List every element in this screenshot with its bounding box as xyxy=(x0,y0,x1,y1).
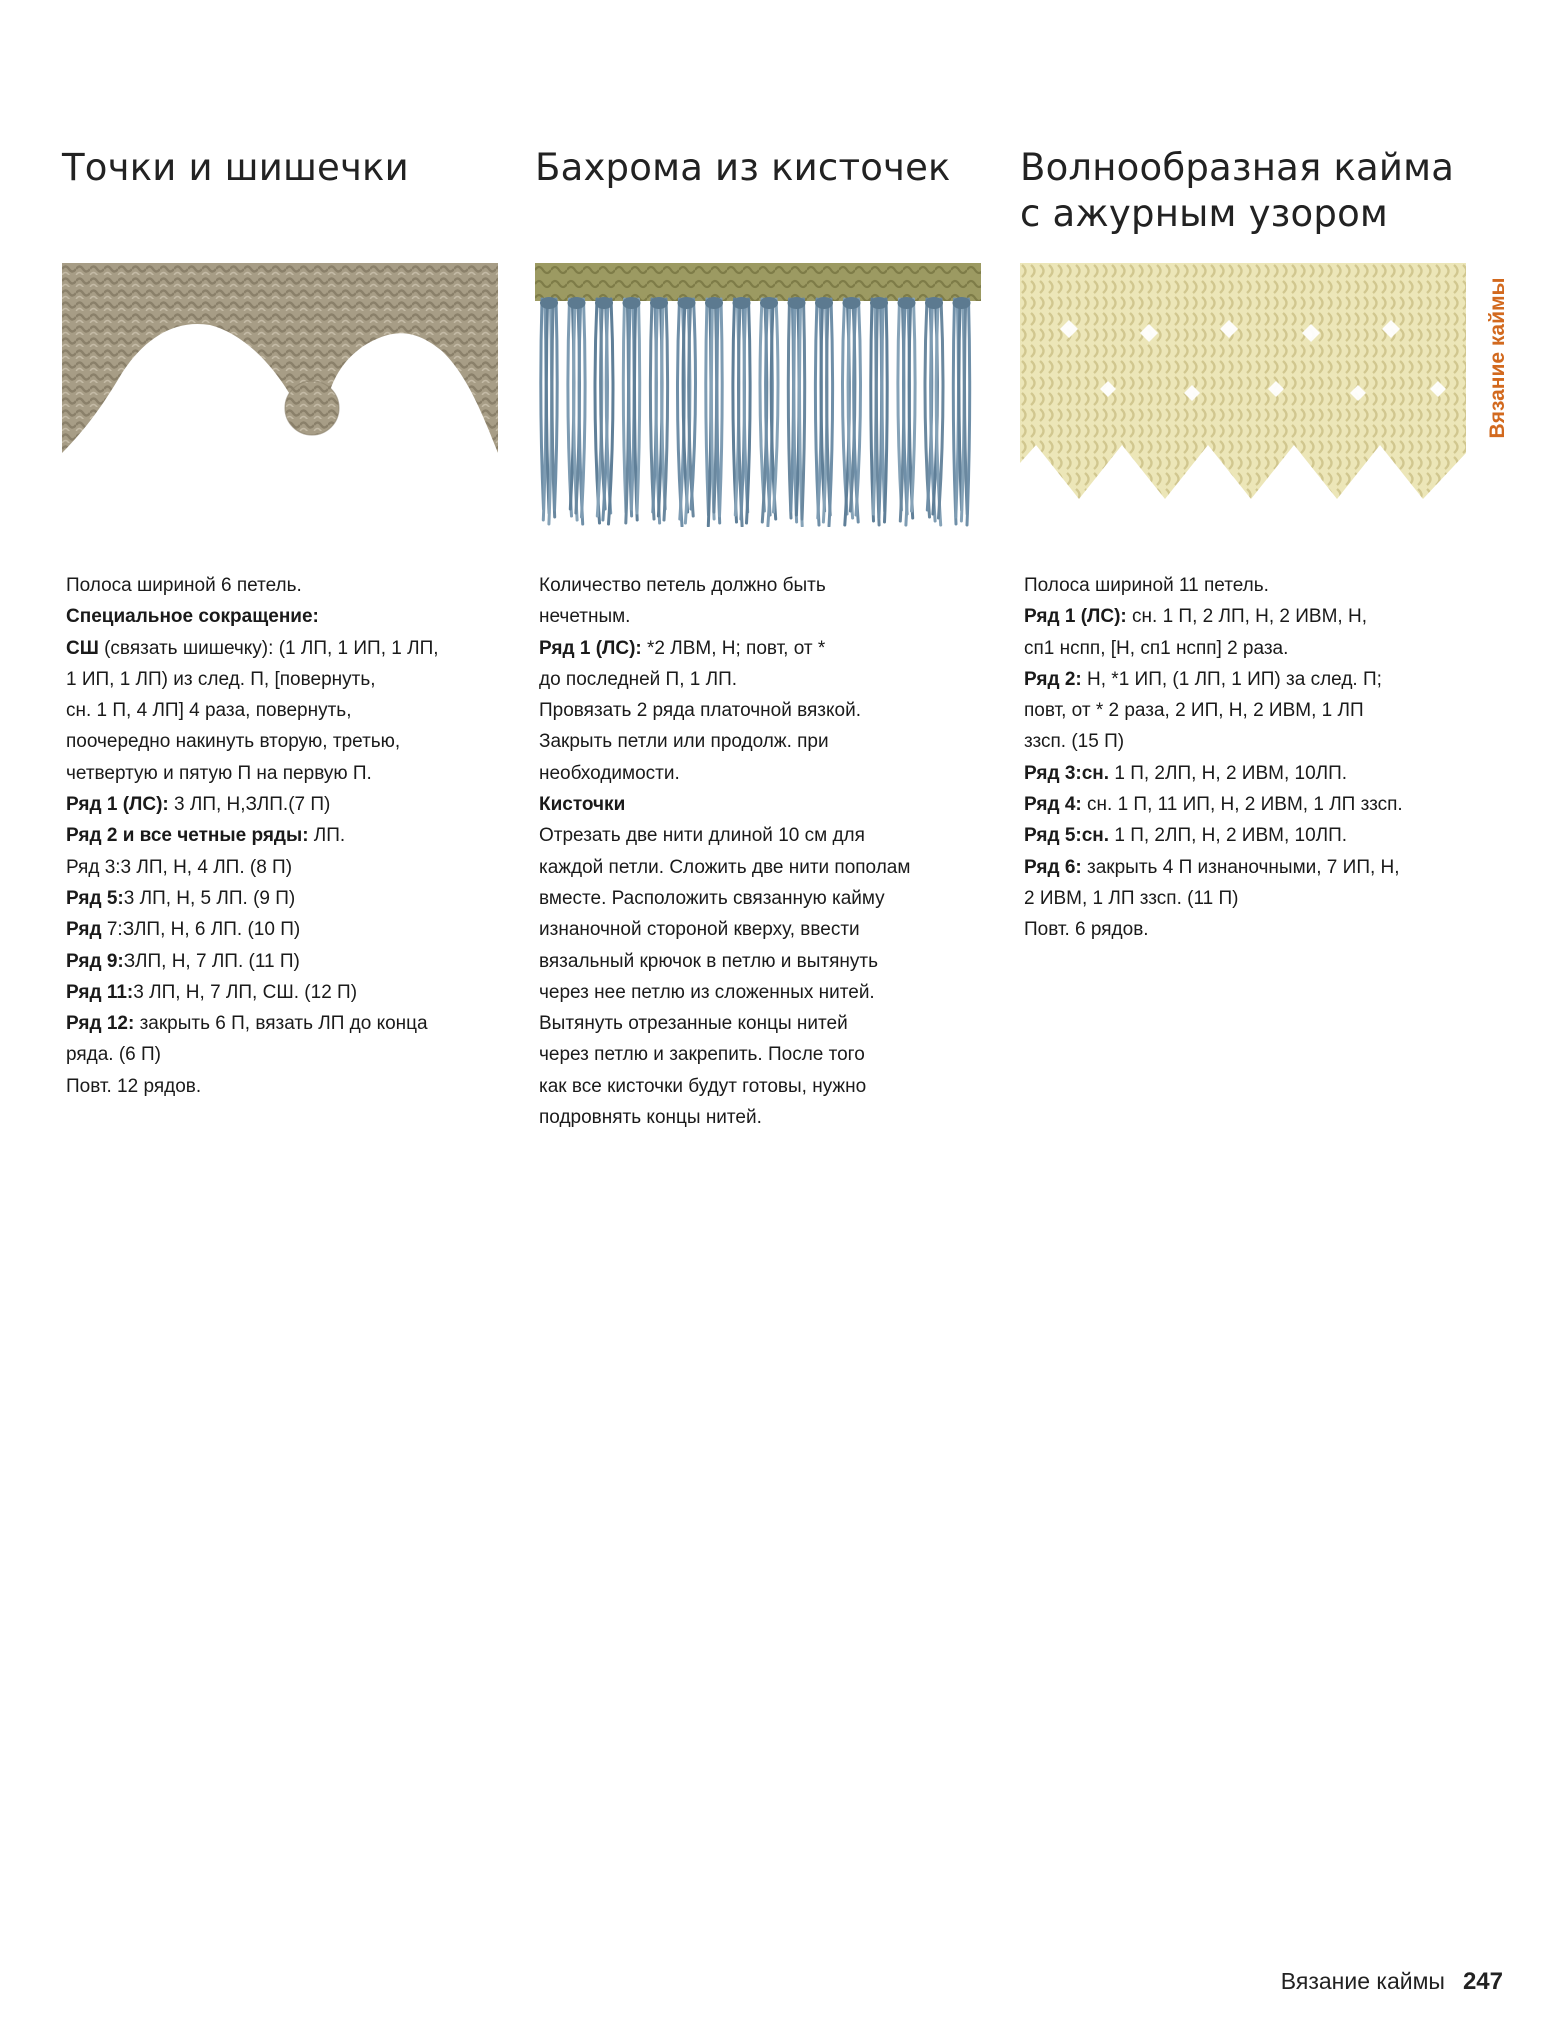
instruction-line xyxy=(539,789,979,820)
instruction-line xyxy=(66,758,506,789)
instruction-text: четвертую и пятую П на первую П. xyxy=(66,762,372,784)
instruction-text: Полоса шириной 11 петель. xyxy=(1024,575,1269,596)
instruction-text: 7:ЗЛП, Н, 6 ЛП. (10 П) xyxy=(101,919,301,941)
instruction-line xyxy=(539,570,979,601)
instruction-text: подровнять концы нитей. xyxy=(539,1107,762,1129)
fringe-strand xyxy=(967,299,970,525)
instruction-line xyxy=(1024,726,1464,757)
fringe-strand xyxy=(623,299,626,512)
instruction-line xyxy=(1024,664,1464,695)
instruction-line xyxy=(66,1008,506,1039)
tassel-knot xyxy=(623,297,641,309)
instruction-text: Повт. 12 рядов. xyxy=(66,1075,202,1097)
instruction-text: Повт. 6 рядов. xyxy=(1024,919,1149,941)
tassel-knot xyxy=(953,297,971,309)
instruction-text: Количество петель должно быть xyxy=(539,575,826,596)
instruction-text: ззсп. (15 П) xyxy=(1024,731,1125,753)
fringe-strand xyxy=(720,299,723,516)
fringe-strand xyxy=(555,299,558,510)
fringe-strand xyxy=(609,299,614,524)
instruction-line xyxy=(66,633,506,664)
tassel-knot xyxy=(678,297,696,309)
fringe-strand xyxy=(959,299,962,510)
fringe-strand xyxy=(829,299,833,526)
fringe-strand xyxy=(691,299,696,509)
tassel-knot xyxy=(815,297,833,309)
tassel-knot xyxy=(705,297,723,309)
instruction-text: 1 ИП, 1 ЛП) из след. П, [повернуть, xyxy=(66,668,376,690)
instruction-line xyxy=(66,946,506,977)
fringe-strand xyxy=(802,299,805,519)
pattern-instructions xyxy=(539,570,979,1133)
instruction-text: как все кисточки будут готовы, нужно xyxy=(539,1075,867,1097)
instruction-label: Ряд 2: xyxy=(1024,668,1082,690)
instruction-text: Отрезать две нити длиной 10 см для xyxy=(539,825,865,847)
knitted-tassel-fringe-photo xyxy=(535,263,981,527)
instruction-text: ряда. (6 П) xyxy=(66,1044,162,1066)
instruction-line xyxy=(539,695,979,726)
instruction-text: ЛП. xyxy=(308,825,346,847)
fringe-strand xyxy=(546,299,549,513)
instruction-line xyxy=(539,852,979,883)
tassel-knot xyxy=(843,297,861,309)
instruction-line xyxy=(66,664,506,695)
instruction-line xyxy=(539,633,979,664)
fringe-strands xyxy=(540,297,971,526)
instruction-text: сн. 1 П, 4 ЛП] 4 раза, повернуть, xyxy=(66,700,352,722)
instruction-text: через нее петлю из сложенных нитей. xyxy=(539,981,875,1003)
instruction-line xyxy=(539,883,979,914)
instruction-line xyxy=(1024,820,1464,851)
instruction-label: Ряд 6: xyxy=(1024,856,1082,878)
instruction-line xyxy=(66,789,506,820)
page-footer xyxy=(1281,1968,1503,1996)
instruction-line xyxy=(539,758,979,789)
instruction-line xyxy=(1024,695,1464,726)
instruction-text: повт, от * 2 раза, 2 ИП, Н, 2 ИВМ, 1 ЛП xyxy=(1024,700,1364,722)
instruction-line xyxy=(539,726,979,757)
instruction-text: Ряд 3:3 ЛП, Н, 4 ЛП. (8 П) xyxy=(66,856,293,878)
knitted-wavy-lace-edging-photo xyxy=(1020,263,1466,499)
instruction-text: ЗЛП, Н, 7 ЛП. (11 П) xyxy=(123,950,300,972)
instruction-text: поочередно накинуть вторую, третью, xyxy=(66,731,401,753)
instruction-line xyxy=(539,946,979,977)
instruction-line xyxy=(539,1102,979,1133)
page-number: 247 xyxy=(1462,1968,1503,1995)
instruction-line xyxy=(66,726,506,757)
instruction-line xyxy=(66,1039,506,1070)
fringe-strand xyxy=(664,299,668,520)
instruction-text: 1 П, 2ЛП, Н, 2 ИВМ, 10ЛП. xyxy=(1109,825,1348,847)
instruction-line xyxy=(66,914,506,945)
instruction-text: *2 ЛВМ, Н; повт, от * xyxy=(641,637,826,659)
instruction-label: Ряд 9: xyxy=(66,950,124,972)
pattern-instructions xyxy=(1024,570,1464,946)
instruction-line xyxy=(66,601,506,632)
tassel-knot xyxy=(540,297,558,309)
instruction-label: Ряд 1 (ЛС): xyxy=(539,637,642,659)
knitted-edging-points-and-bobbles-photo xyxy=(62,263,498,461)
tassel-knot xyxy=(870,297,888,309)
instruction-text: 3 ЛП, Н, 5 ЛП. (9 П) xyxy=(123,887,296,909)
instruction-text: сп1 нспп, [Н, сп1 нспп] 2 раза. xyxy=(1024,637,1289,659)
instruction-text: вязальный крючок в петлю и вытянуть xyxy=(539,950,878,972)
instruction-line xyxy=(66,820,506,851)
instruction-label: Ряд 5: xyxy=(66,887,124,909)
fringe-strand xyxy=(856,299,861,515)
instruction-text: вместе. Расположить связанную кайму xyxy=(539,887,885,909)
instruction-text: 3 ЛП, Н,ЗЛП.(7 П) xyxy=(168,794,331,816)
tassel-knot xyxy=(568,297,586,309)
instruction-text: Закрыть петли или продолж. при xyxy=(539,731,829,753)
instruction-line xyxy=(66,977,506,1008)
fringe-strand xyxy=(965,299,968,514)
fringe-strand xyxy=(882,299,885,511)
instruction-text: закрыть 6 П, вязать ЛП до конца xyxy=(134,1013,428,1035)
fringe-strand xyxy=(747,299,751,523)
tassel-knot xyxy=(733,297,751,309)
instruction-line xyxy=(66,1071,506,1102)
instruction-text: Н, *1 ИП, (1 ЛП, 1 ИП) за след. П; xyxy=(1081,668,1382,690)
instruction-label: Ряд 12: xyxy=(66,1013,135,1035)
section-side-tab: Вязание каймы xyxy=(1486,277,1509,439)
instruction-line xyxy=(539,1071,979,1102)
tassel-knot xyxy=(925,297,943,309)
instruction-label: Специальное сокращение: xyxy=(66,606,319,628)
tassel-knot xyxy=(595,297,613,309)
instruction-line xyxy=(539,1039,979,1070)
fringe-strand xyxy=(637,299,640,513)
tassel-knot xyxy=(650,297,668,309)
footer-section: Вязание каймы xyxy=(1280,1968,1445,1994)
instruction-text: 3 ЛП, Н, 7 ЛП, СШ. (12 П) xyxy=(133,981,358,1003)
instruction-label: Ряд 2 и все четные ряды: xyxy=(66,825,309,847)
instruction-label: Ряд 3:сн. xyxy=(1024,762,1110,784)
instruction-label: Ряд 1 (ЛС): xyxy=(66,794,169,816)
instruction-line xyxy=(539,914,979,945)
tassel-knot xyxy=(760,297,778,309)
instruction-text: Полоса шириной 6 петель. xyxy=(66,575,302,596)
instruction-line xyxy=(66,883,506,914)
instruction-text: до последней П, 1 ЛП. xyxy=(539,668,738,690)
fringe-strand xyxy=(912,299,916,511)
instruction-text: Вытянуть отрезанные концы нитей xyxy=(539,1013,848,1035)
pattern-instructions xyxy=(66,570,506,1102)
pattern-title: Бахрома из кисточек xyxy=(535,146,951,189)
instruction-text: изнаночной стороной кверху, ввести xyxy=(539,919,860,941)
fringe-strand xyxy=(706,299,709,515)
tassel-knot xyxy=(898,297,916,309)
instruction-line xyxy=(1024,883,1464,914)
fringe-strand xyxy=(774,299,779,512)
instruction-label: Ряд xyxy=(66,919,102,941)
instruction-label: Ряд 1 (ЛС): xyxy=(1024,606,1127,628)
instruction-label: Кисточки xyxy=(539,794,626,816)
instruction-line xyxy=(1024,601,1464,632)
instruction-label: Ряд 4: xyxy=(1024,794,1082,816)
instruction-text: закрыть 4 П изнаночными, 7 ИП, Н, xyxy=(1081,856,1400,878)
instruction-text: через петлю и закрепить. После того xyxy=(539,1044,865,1066)
instruction-text: нечетным. xyxy=(539,606,631,628)
instruction-text: 2 ИВМ, 1 ЛП ззсп. (11 П) xyxy=(1024,887,1239,909)
instruction-line xyxy=(66,695,506,726)
instruction-line xyxy=(1024,758,1464,789)
instruction-label: Ряд 11: xyxy=(66,981,134,1003)
instruction-text: (связать шишечку): (1 ЛП, 1 ИП, 1 ЛП, xyxy=(98,637,439,659)
instruction-line xyxy=(539,977,979,1008)
instruction-line xyxy=(1024,852,1464,883)
instruction-text: каждой петли. Сложить две нити пополам xyxy=(539,856,911,878)
instruction-label: СШ xyxy=(66,637,99,659)
fringe-strand xyxy=(541,299,544,509)
instruction-line xyxy=(539,1008,979,1039)
pattern-title: Точки и шишечки xyxy=(62,146,409,189)
instruction-label: Ряд 5:сн. xyxy=(1024,825,1110,847)
instruction-line xyxy=(66,852,506,883)
instruction-text: 1 П, 2ЛП, Н, 2 ИВМ, 10ЛП. xyxy=(1109,762,1348,784)
tassel-knot xyxy=(788,297,806,309)
instruction-line xyxy=(539,820,979,851)
instruction-text: Провязать 2 ряда платочной вязкой. xyxy=(539,700,861,722)
instruction-text: необходимости. xyxy=(539,762,680,784)
fringe-strand xyxy=(885,299,888,522)
instruction-line xyxy=(539,601,979,632)
instruction-line xyxy=(1024,570,1464,601)
instruction-line xyxy=(66,570,506,601)
fringe-strand xyxy=(939,299,944,518)
instruction-line xyxy=(1024,914,1464,945)
instruction-line xyxy=(1024,633,1464,664)
instruction-line xyxy=(1024,789,1464,820)
fringe-strand xyxy=(582,299,586,517)
instruction-line xyxy=(539,664,979,695)
instruction-text: сн. 1 П, 11 ИП, Н, 2 ИВМ, 1 ЛП ззсп. xyxy=(1081,794,1403,816)
instruction-text: сн. 1 П, 2 ЛП, Н, 2 ИВМ, Н, xyxy=(1126,606,1367,628)
pattern-title: Волнообразная кайма с ажурным узором xyxy=(1020,146,1455,235)
